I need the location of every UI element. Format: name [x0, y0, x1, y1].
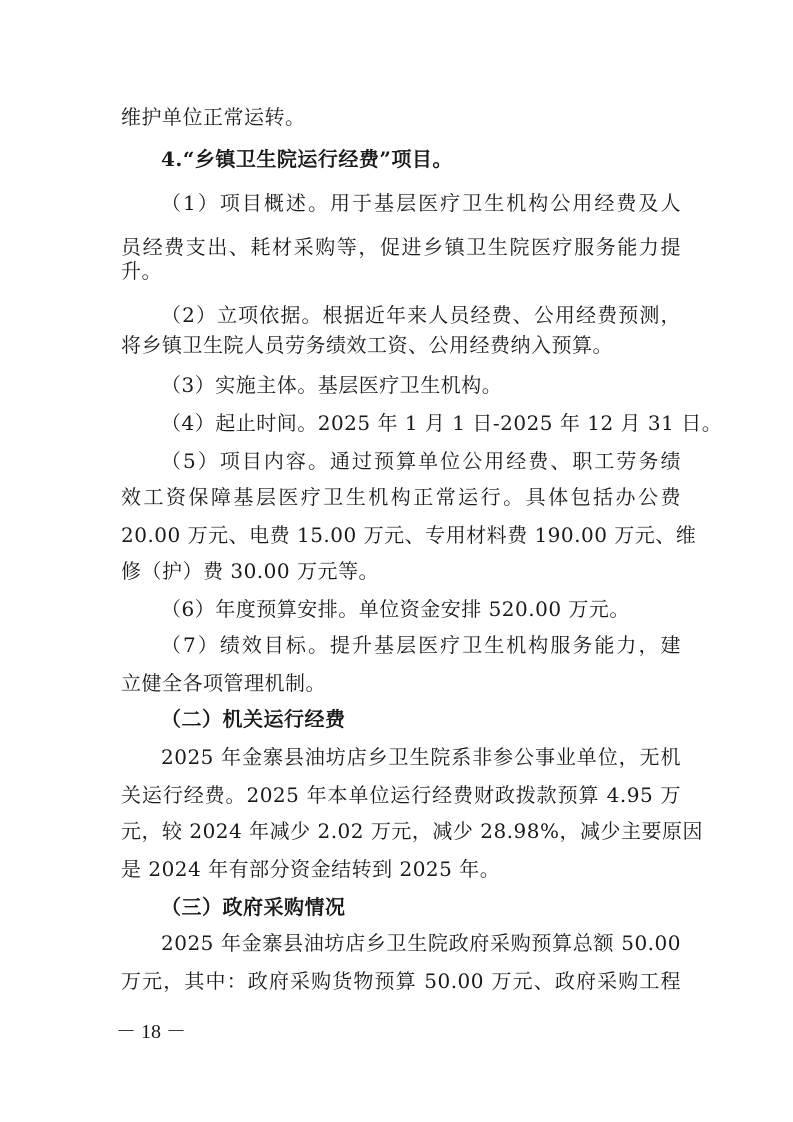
- body-text-line: 20.00 万元、电费 15.00 万元、专用材料费 190.00 万元、维: [121, 523, 697, 547]
- body-text-line: 效工资保障基层医疗卫生机构正常运行。具体包括办公费: [121, 485, 681, 509]
- section-heading: （二）机关运行经费: [161, 707, 346, 731]
- body-text-line: 万元，其中：政府采购货物预算 50.00 万元、政府采购工程: [121, 969, 681, 993]
- body-text-line: 2025 年金寨县油坊店乡卫生院系非参公事业单位，无机: [161, 745, 681, 769]
- body-text-line: （7）绩效目标。提升基层医疗卫生机构服务能力，建: [161, 633, 681, 657]
- body-text-line: （6）年度预算安排。单位资金安排 520.00 万元。: [161, 597, 630, 621]
- body-text-line: 2025 年金寨县油坊店乡卫生院政府采购预算总额 50.00: [161, 931, 681, 955]
- body-text-line: （2）立项依据。根据近年来人员经费、公用经费预测，: [161, 303, 681, 327]
- body-text-line: 升。: [121, 259, 162, 283]
- body-text-line: 员经费支出、耗材采购等，促进乡镇卫生院医疗服务能力提: [121, 235, 681, 259]
- page-number: － 18 －: [116, 1021, 186, 1043]
- body-text-line: （3）实施主体。基层医疗卫生机构。: [161, 373, 503, 397]
- body-text-line: 是 2024 年有部分资金结转到 2025 年。: [121, 857, 501, 881]
- body-text-line: （5）项目内容。通过预算单位公用经费、职工劳务绩: [161, 449, 681, 473]
- body-text-line: 元，较 2024 年减少 2.02 万元，减少 28.98%，减少主要原因: [121, 819, 703, 843]
- body-text-line: （4）起止时间。2025 年 1 月 1 日-2025 年 12 月 31 日。: [161, 411, 723, 435]
- body-text-line: 维护单位正常运转。: [121, 105, 306, 129]
- section-heading: 4.“乡镇卫生院运行经费”项目。: [161, 147, 453, 171]
- body-text-line: 修（护）费 30.00 万元等。: [121, 559, 379, 583]
- body-text-line: 立健全各项管理机制。: [121, 671, 326, 695]
- section-heading: （三）政府采购情况: [161, 895, 346, 919]
- body-text-line: （1）项目概述。用于基层医疗卫生机构公用经费及人: [161, 191, 681, 215]
- body-text-line: 将乡镇卫生院人员劳务绩效工资、公用经费纳入预算。: [121, 333, 613, 357]
- body-text-line: 关运行经费。2025 年本单位运行经费财政拨款预算 4.95 万: [121, 783, 681, 807]
